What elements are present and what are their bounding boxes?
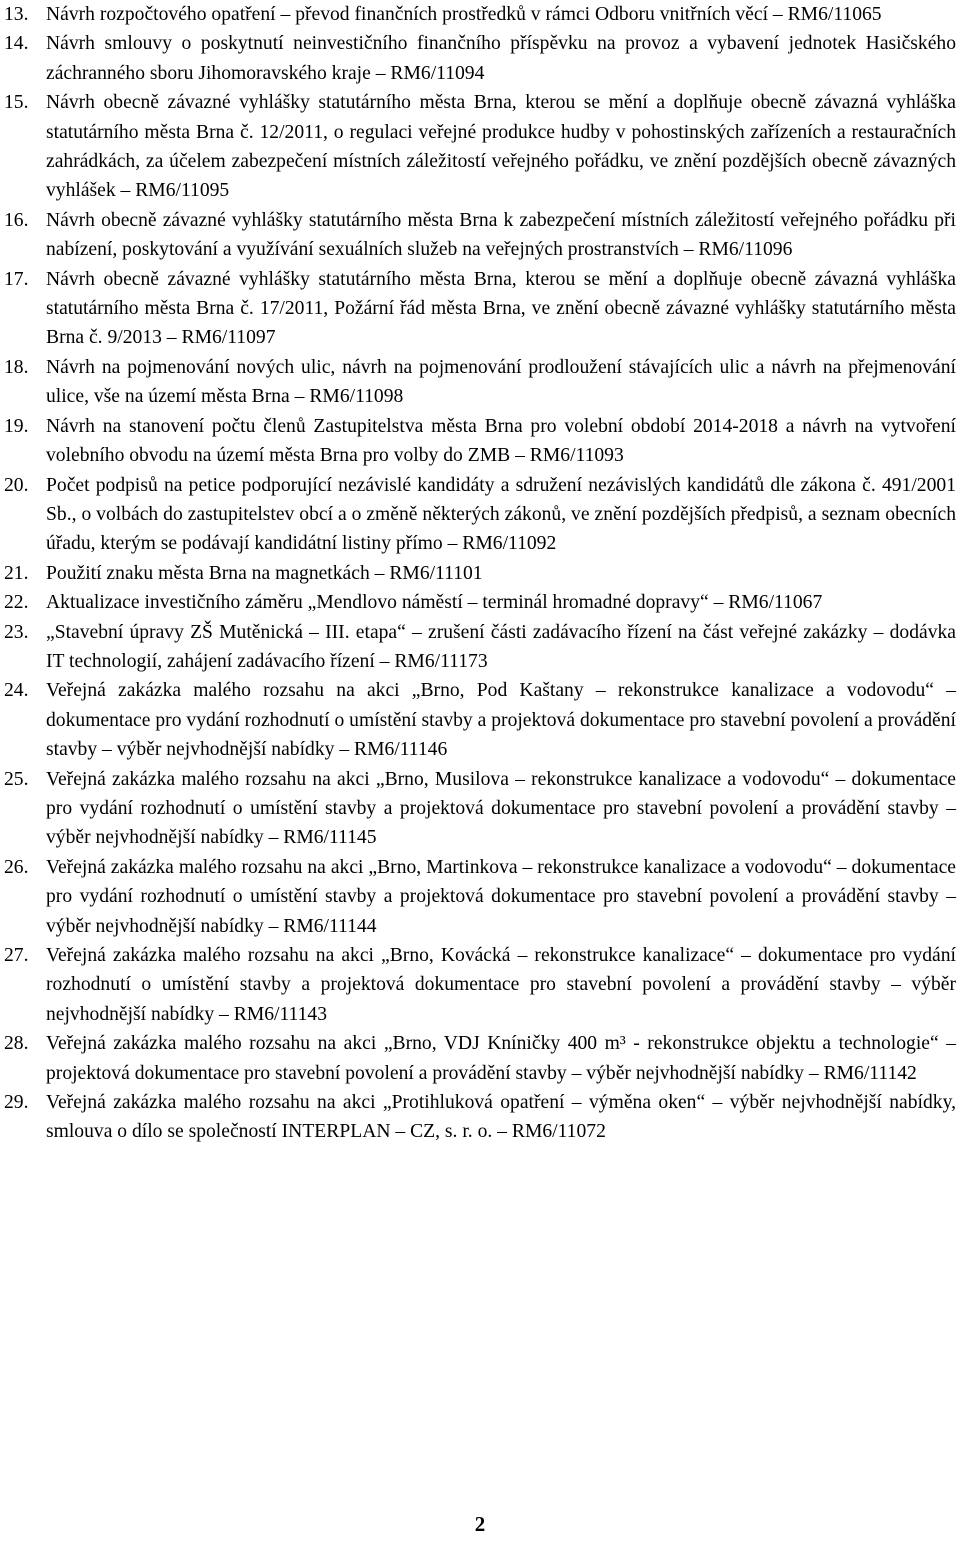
agenda-item-number: 29. xyxy=(4,1092,29,1114)
agenda-item-19 xyxy=(4,412,956,471)
agenda-item-14 xyxy=(4,29,956,88)
agenda-item-15 xyxy=(4,88,956,206)
agenda-item-text: Veřejná zakázka malého rozsahu na akci „Brno, VDJ Kníničky 400 m³ - rekonstrukce objektu a technologie“ – projektová dokumentace pro stavební povolení a provádění stavby – výběr nejvhodnější nabídky – RM6/11142 xyxy=(46,1033,956,1084)
agenda-item-number: 19. xyxy=(4,415,29,437)
agenda-item-text: Veřejná zakázka malého rozsahu na akci „Brno, Pod Kaštany – rekonstrukce kanalizace a vodovodu“ – dokumentace pro vydání rozhodnutí o umístění stavby a projektová dokumentace pro stavební povolení a provádění stavby – výběr nejvhodnější nabídky – RM6/11146 xyxy=(46,680,956,761)
agenda-item-21 xyxy=(4,559,956,588)
agenda-item-number: 17. xyxy=(4,268,29,290)
agenda-item-text: Návrh obecně závazné vyhlášky statutárního města Brna k zabezpečení místních záležitostí veřejného pořádku při nabízení, poskytování a využívání sexuálních služeb na veřejných prostranstvích – RM6/11096 xyxy=(46,209,956,261)
agenda-item-number: 27. xyxy=(4,945,29,966)
agenda-item-number: 20. xyxy=(4,474,29,496)
agenda-item-24 xyxy=(4,676,956,764)
agenda-item-13 xyxy=(4,0,956,29)
agenda-item-text: Návrh na stanovení počtu členů Zastupitelstva města Brna pro volební období 2014-2018 a návrh na vytvoření volebního obvodu na území města Brna pro volby do ZMB – RM6/11093 xyxy=(46,415,956,467)
agenda-item-text: Aktualizace investičního záměru „Mendlovo náměstí – terminál hromadné dopravy“ – RM6/11067 xyxy=(46,592,823,614)
agenda-item-text: Veřejná zakázka malého rozsahu na akci „Brno, Martinkova – rekonstrukce kanalizace a vodovodu“ – dokumentace pro vydání rozhodnutí o umístění stavby a projektová dokumentace pro stavební povolení a provádění stavby – výběr nejvhodnější nabídky – RM6/11144 xyxy=(46,856,956,937)
agenda-item-26 xyxy=(4,853,956,941)
agenda-item-27 xyxy=(4,941,956,1029)
agenda-item-text: Počet podpisů na petice podporující nezávislé kandidáty a sdružení nezávislých kandidátů dle zákona č. 491/2001 Sb., o volbách do zastupitelstev obcí a o změně některých zákonů, ve znění pozdějších předpisů, a seznam obecních úřadu, kterým se podávají kandidátní listiny přímo – RM6/11092 xyxy=(46,474,956,555)
agenda-item-text: Veřejná zakázka malého rozsahu na akci „Brno, Kovácká – rekonstrukce kanalizace“ – dokumentace pro vydání rozhodnutí o umístění stavby a projektová dokumentace pro stavební povolení a provádění stavby – výběr nejvhodnější nabídky – RM6/11143 xyxy=(46,945,956,1025)
agenda-item-text: Veřejná zakázka malého rozsahu na akci „Brno, Musilova – rekonstrukce kanalizace a vodovodu“ – dokumentace pro vydání rozhodnutí o umístění stavby a projektová dokumentace pro stavební povolení a provádění stavby – výběr nejvhodnější nabídky – RM6/11145 xyxy=(46,768,956,849)
agenda-item-number: 14. xyxy=(4,33,29,55)
agenda-item-text: Použití znaku města Brna na magnetkách – RM6/11101 xyxy=(46,562,483,584)
agenda-item-number: 26. xyxy=(4,856,29,878)
agenda-item-number: 25. xyxy=(4,768,29,790)
agenda-item-text: „Stavební úpravy ZŠ Mutěnická – III. etapa“ – zrušení části zadávacího řízení na část veřejné zakázky – dodávka IT technologií, zahájení zadávacího řízení – RM6/11173 xyxy=(46,621,956,672)
agenda-item-17 xyxy=(4,265,956,353)
agenda-item-25 xyxy=(4,765,956,853)
agenda-item-22 xyxy=(4,588,956,617)
agenda-item-18 xyxy=(4,353,956,412)
agenda-item-number: 24. xyxy=(4,680,29,702)
agenda-item-20 xyxy=(4,471,956,559)
agenda-item-number: 18. xyxy=(4,356,29,378)
agenda-item-number: 22. xyxy=(4,592,29,614)
agenda-item-text: Návrh obecně závazné vyhlášky statutárního města Brna, kterou se mění a doplňuje obecně závazná vyhláška statutárního města Brna č. 17/2011, Požární řád města Brna, ve znění obecně závazné vyhlášky statutárního města Brna č. 9/2013 – RM6/11097 xyxy=(46,268,956,349)
agenda-item-28 xyxy=(4,1029,956,1088)
agenda-item-number: 28. xyxy=(4,1033,29,1055)
agenda-item-text: Návrh na pojmenování nových ulic, návrh na pojmenování prodloužení stávajících ulic a návrh na přejmenování ulice, vše na území města Brna – RM6/11098 xyxy=(46,356,956,408)
agenda-item-number: 21. xyxy=(4,562,29,584)
agenda-item-number: 15. xyxy=(4,92,29,114)
agenda-item-text: Veřejná zakázka malého rozsahu na akci „Protihluková opatření – výměna oken“ – výběr nejvhodnější nabídky, smlouva o dílo se společností INTERPLAN – CZ, s. r. o. – RM6/11072 xyxy=(46,1092,956,1143)
agenda-item-text: Návrh smlouvy o poskytnutí neinvestičního finančního příspěvku na provoz a vybavení jednotek Hasičského záchranného sboru Jihomoravského kraje – RM6/11094 xyxy=(46,33,956,84)
agenda-item-text: Návrh rozpočtového opatření – převod finančních prostředků v rámci Odboru vnitřních věcí – RM6/11065 xyxy=(46,4,882,25)
agenda-item-23 xyxy=(4,618,956,677)
agenda-item-16 xyxy=(4,206,956,265)
agenda-item-text: Návrh obecně závazné vyhlášky statutárního města Brna, kterou se mění a doplňuje obecně závazná vyhláška statutárního města Brna č. 12/2011, o regulaci veřejné produkce hudby v pohostinských zařízeních a restauračních zahrádkách, za účelem zabezpečení místních záležitostí veřejného pořádku, ve znění pozdějších obecně závazných vyhlášek – RM6/11095 xyxy=(46,92,956,202)
agenda-list xyxy=(4,0,956,1147)
agenda-item-number: 16. xyxy=(4,209,29,231)
agenda-item-number: 13. xyxy=(4,4,29,25)
page-number: 2 xyxy=(474,1512,486,1536)
agenda-item-29 xyxy=(4,1088,956,1147)
agenda-item-number: 23. xyxy=(4,621,29,643)
